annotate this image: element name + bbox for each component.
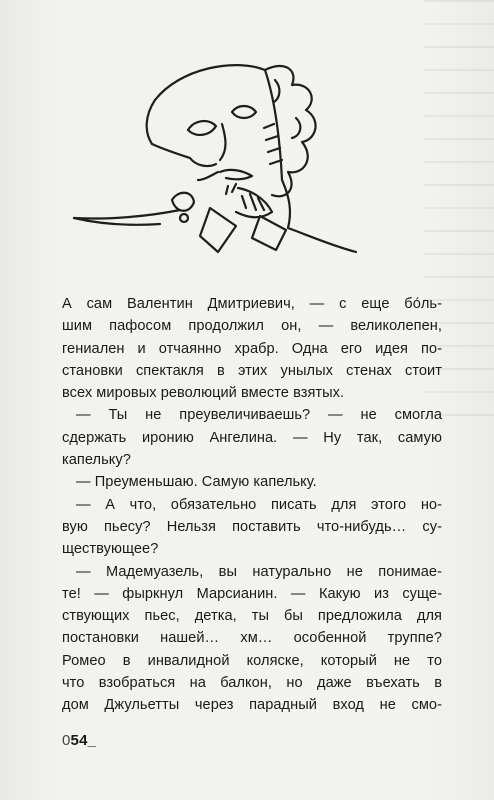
text-line: всех мировых революций вместе взятых. bbox=[62, 385, 345, 402]
text-line: шим пафосом продолжил он, — великолепен, bbox=[62, 318, 442, 335]
text-line: сдержать иронию Ангелина. — Ну так, самую bbox=[62, 429, 442, 446]
body-text bbox=[62, 293, 442, 717]
page-number-prefix: 0 bbox=[62, 732, 71, 749]
text-line: становки спектакля в этих унылых стенах стоит bbox=[62, 362, 442, 379]
text-line: постановки нашей… хм… особенной труппе? bbox=[62, 630, 442, 647]
shakespeare-mask-illustration bbox=[60, 40, 380, 270]
page-number bbox=[62, 732, 96, 749]
page-number-value: 54 bbox=[70, 732, 88, 749]
text-line: капельку? bbox=[62, 452, 131, 469]
text-line: вую пьесу? Нельзя поставить что-нибудь… су- bbox=[62, 518, 442, 535]
text-line: что взобраться на балкон, но даже въехать в bbox=[62, 675, 442, 692]
shakespeare-mask-icon bbox=[60, 40, 380, 270]
text-line: Ромео в инвалидной коляске, который не то bbox=[62, 652, 442, 669]
text-line: — Мадемуазель, вы натурально не понимае- bbox=[76, 563, 442, 580]
text-line: дом Джульетты через парадный вход не смо- bbox=[62, 697, 442, 714]
text-line: — Ты не преувеличиваешь? — не смогла bbox=[76, 407, 442, 424]
page-number-underscore: _ bbox=[87, 732, 97, 749]
text-line: А сам Валентин Дмитриевич, — с еще бо́ль- bbox=[62, 296, 442, 312]
text-line: гениален и отчаянно храбр. Одна его идея по- bbox=[62, 340, 442, 357]
text-line: — А что, обязательно писать для этого но- bbox=[76, 496, 442, 513]
text-line: ществующее? bbox=[62, 541, 159, 558]
text-line: — Преуменьшаю. Самую капельку. bbox=[76, 474, 317, 491]
text-line: ствующих пьес, детка, ты бы предложила для bbox=[62, 608, 442, 625]
text-line: те! — фыркнул Марсианин. — Какую из суще- bbox=[62, 585, 442, 602]
